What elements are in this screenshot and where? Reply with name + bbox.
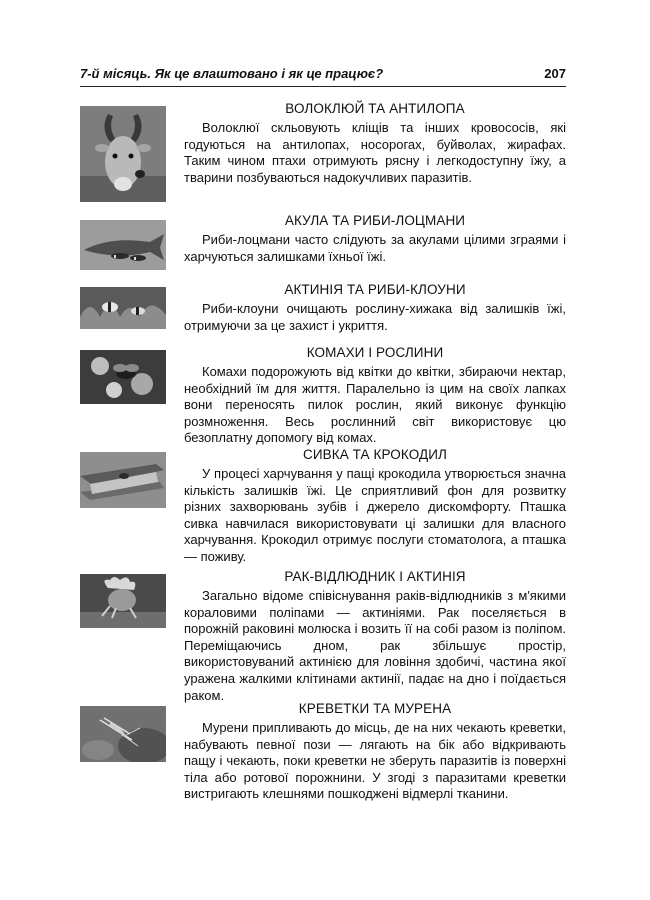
shrimp-moray-photo: [80, 706, 166, 762]
section-text: У процесі харчування у пащі крокодила утворюється значна кількість залишків їжі. Це сприятливий фон для розвитку різних захворювань зубів і джерело дискомфорту. Пташка сивка навчилася використовувати ці залишки для власного харчування. Крокодил отримує послуги стоматолога, а пташка — поживу.: [184, 466, 566, 564]
section-content: [184, 446, 566, 566]
section-content: [184, 281, 566, 334]
page-number: 207: [544, 66, 566, 81]
section-content: [184, 344, 566, 447]
section-content: [184, 568, 566, 704]
page-header: [80, 64, 566, 87]
hermit-crab-anemone-photo: [80, 574, 166, 628]
section-content: [184, 700, 566, 803]
clownfish-anemone-photo: [80, 287, 166, 329]
insect-on-flowers-photo: [80, 350, 166, 404]
antelope-with-oxpecker-photo: [80, 106, 166, 202]
section-title: АКТИНІЯ ТА РИБИ-КЛОУНИ: [284, 282, 466, 297]
section-title: КРЕВЕТКИ ТА МУРЕНА: [298, 701, 452, 716]
shark-with-pilot-fish-photo: [80, 220, 166, 270]
section-text: Мурени припливають до місць, де на них чекають креветки, набувають певної пози — лягають на бік або відкривають пащу і чекають, поки креветки не зберуть паразитів із поверхні тіла або ротової порожнини. У згоді з паразитами креветки вистригають клешнями пошкоджені відмерлі тканини.: [184, 720, 566, 802]
crocodile-with-bird-photo: [80, 452, 166, 508]
section-text: Риби-клоуни очищають рослину-хижака від залишків їжі, отримуючи за це захист і укриття.: [184, 301, 566, 333]
running-title: 7-й місяць. Як це влаштовано і як це працює?: [80, 66, 384, 81]
section-title: АКУЛА ТА РИБИ-ЛОЦМАНИ: [284, 213, 466, 228]
section-text: Комахи подорожують від квітки до квітки, збираючи нектар, необхідний їм для життя. Паралельно із цим на своїх лапках вони переносять пилок рослин, який виконує функцію розмноження. Весь рослинний світ використовує цю безоплатну допомогу від комах.: [184, 364, 566, 446]
section-content: [184, 212, 566, 265]
section-title: ВОЛОКЛЮЙ ТА АНТИЛОПА: [285, 101, 465, 116]
section-content: [184, 100, 566, 186]
section-text: Риби-лоцмани часто слідують за акулами цілими зграями і харчуються залишками їхньої їжі.: [184, 232, 566, 264]
section-title: РАК-ВІДЛЮДНИК І АКТИНІЯ: [284, 569, 466, 584]
section-title: СИВКА ТА КРОКОДИЛ: [302, 447, 448, 462]
section-title: КОМАХИ І РОСЛИНИ: [306, 345, 444, 360]
section-text: Загально відоме співіснування раків-відлюдників з м'якими кораловими поліпами — актиніями. Рак поселяється в порожній раковині молюска і возить її на собі разом із поліпом. Переміщаючись дном, рак збільшує простір, використовуваний актинією для ловіння здобичі, частина якої уражена жалкими клітинами актинії, падає на дно і поїдається раком.: [184, 588, 566, 703]
section-text: Волоклюї скльовують кліщів та інших кровососів, які годуються на антилопах, носорогах, буйволах, жирафах. Таким чином птахи отримують рясну і легкодоступну їжу, а тварини позбуваються надокучливих паразитів.: [184, 120, 566, 185]
